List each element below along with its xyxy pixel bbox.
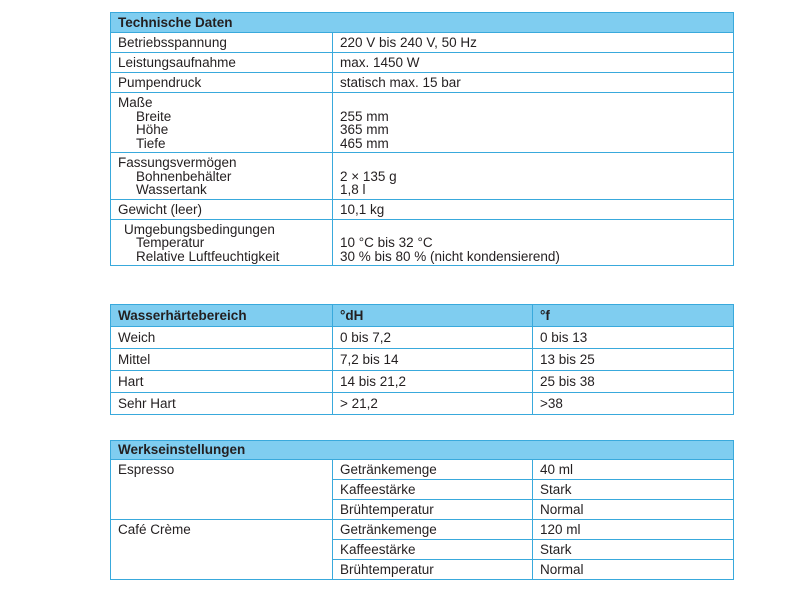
dimensions-cell <box>111 93 333 153</box>
capacity-cell <box>111 153 333 200</box>
factory-settings-table <box>110 440 734 580</box>
spec-value: 1,8 l <box>340 182 366 197</box>
f-value: 0 bis 13 <box>533 327 734 349</box>
setting-value: 120 ml <box>533 520 734 540</box>
setting-label: Brühtemperatur <box>333 500 533 520</box>
table-row <box>111 349 734 371</box>
spec-label: Pumpendruck <box>111 73 333 93</box>
setting-value: Stark <box>533 480 734 500</box>
table-row <box>111 93 734 153</box>
spec-label: Gewicht (leer) <box>111 199 333 219</box>
spec-sublabel: Bohnenbehälter <box>136 168 232 184</box>
table-row <box>111 371 734 393</box>
column-header: Wasserhärtebereich <box>111 305 333 327</box>
spec-sublabel: Wassertank <box>136 182 207 197</box>
spec-value: 220 V bis 240 V, 50 Hz <box>333 33 734 53</box>
setting-value: Stark <box>533 540 734 560</box>
table-row <box>111 199 734 219</box>
dimensions-values <box>333 93 734 153</box>
table-row <box>111 53 734 73</box>
dh-value: 7,2 bis 14 <box>333 349 533 371</box>
capacity-values <box>333 153 734 200</box>
technical-data-table <box>110 12 734 266</box>
spec-label: Betriebsspannung <box>111 33 333 53</box>
spec-label: Umgebungsbedingungen <box>124 221 275 237</box>
setting-value: Normal <box>533 560 734 580</box>
spec-value: 255 mm <box>340 108 389 124</box>
hardness-label: Weich <box>111 327 333 349</box>
f-value: 13 bis 25 <box>533 349 734 371</box>
hardness-label: Sehr Hart <box>111 393 333 415</box>
spec-value: 30 % bis 80 % (nicht kondensierend) <box>340 248 560 264</box>
spec-label: Maße <box>118 95 153 110</box>
spec-value: 10 °C bis 32 °C <box>340 235 433 250</box>
column-header: °dH <box>333 305 533 327</box>
f-value: 25 bis 38 <box>533 371 734 393</box>
spec-sublabel: Breite <box>136 108 172 124</box>
setting-value: 40 ml <box>533 460 734 480</box>
spec-value: 2 × 135 g <box>340 168 397 184</box>
column-header: °f <box>533 305 734 327</box>
table-row <box>111 219 734 266</box>
beverage-name: Café Crème <box>111 520 333 580</box>
f-value: >38 <box>533 393 734 415</box>
dh-value: 14 bis 21,2 <box>333 371 533 393</box>
table-row <box>111 520 734 540</box>
spec-value: 365 mm <box>340 122 389 137</box>
table-row <box>111 73 734 93</box>
setting-label: Kaffeestärke <box>333 540 533 560</box>
table-row <box>111 153 734 200</box>
dh-value: 0 bis 7,2 <box>333 327 533 349</box>
factory-settings-header: Werkseinstellungen <box>111 441 734 460</box>
spec-label: Leistungsaufnahme <box>111 53 333 73</box>
spec-value: statisch max. 15 bar <box>333 73 734 93</box>
table-row <box>111 33 734 53</box>
table-row <box>111 460 734 480</box>
spec-sublabel: Höhe <box>136 122 169 137</box>
spec-value: 465 mm <box>340 135 389 151</box>
beverage-name: Espresso <box>111 460 333 520</box>
hardness-label: Hart <box>111 371 333 393</box>
table-row <box>111 327 734 349</box>
spec-value: 10,1 kg <box>333 199 734 219</box>
spec-sublabel: Relative Luftfeuchtigkeit <box>136 248 280 264</box>
hardness-label: Mittel <box>111 349 333 371</box>
setting-label: Getränkemenge <box>333 460 533 480</box>
water-hardness-table <box>110 304 734 415</box>
setting-label: Getränkemenge <box>333 520 533 540</box>
technical-data-header: Technische Daten <box>111 13 734 33</box>
environment-cell <box>111 219 333 266</box>
setting-label: Kaffeestärke <box>333 480 533 500</box>
setting-value: Normal <box>533 500 734 520</box>
spec-sublabel: Tiefe <box>136 135 166 151</box>
spec-value: max. 1450 W <box>333 53 734 73</box>
spec-label: Fassungsvermögen <box>118 155 237 170</box>
environment-values <box>333 219 734 266</box>
spec-sublabel: Temperatur <box>136 235 205 250</box>
table-row <box>111 393 734 415</box>
dh-value: > 21,2 <box>333 393 533 415</box>
setting-label: Brühtemperatur <box>333 560 533 580</box>
